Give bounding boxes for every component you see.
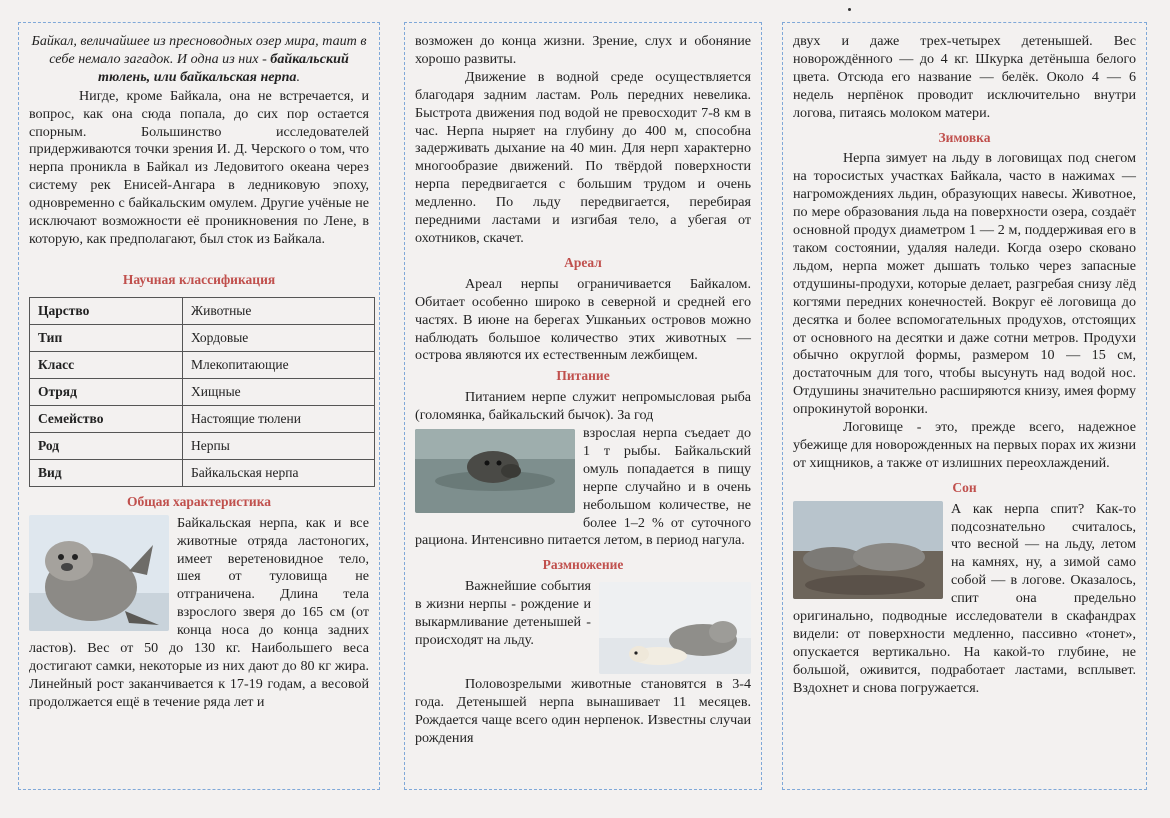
seal-on-ice-photo bbox=[29, 515, 169, 631]
classification-rank: Вид bbox=[30, 459, 183, 486]
repro-paragraph-1: Важнейшие события в жизни нерпы - рождение и выкармливание детенышей - происходят на льду. bbox=[415, 578, 591, 648]
classification-rank: Тип bbox=[30, 324, 183, 351]
winter-paragraph-2: Логовище - это, прежде всего, надежное убежище для новорожденных на первых порах их жизни от хищников, а также от излишних переохлаждений. bbox=[793, 419, 1136, 471]
rocks-illustration bbox=[793, 501, 943, 599]
food-paragraph-2: взрослая нерпа съедает до 1 т рыбы. Байкальский омуль попадается в пищу нерпе случайно и в очень небольшом количестве, не более 1–2 % от суточного рациона. Интенсивно питается летом, в период нагула. bbox=[415, 425, 751, 549]
pup-illustration bbox=[599, 582, 751, 674]
intro-text bbox=[29, 33, 369, 87]
seal-water-illustration bbox=[415, 429, 575, 513]
classification-rank: Род bbox=[30, 432, 183, 459]
classification-value: Хордовые bbox=[183, 324, 375, 351]
print-dot bbox=[848, 8, 851, 11]
classification-value: Настоящие тюлени bbox=[183, 405, 375, 432]
classification-row bbox=[30, 351, 375, 378]
intro-line: Байкал, величайшее из пресноводных озер мира, таит в себе немало загадок. И одна из них - bbox=[31, 33, 367, 67]
classification-row bbox=[30, 324, 375, 351]
winter-paragraph-1: Нерпа зимует на льду в логовищах под снегом на торосистых участках Байкала, часто в нажимах — нагромождениях льдин, образующих навесы. Животное, по мере образования льда на поверхности озера, создаёт основной продух диаметром 1 — 2 м, поддерживая его в таком состоянии, удаляя наледи. Когда озеро сковано льдом, нерпа может дышать только через запасные отдушины-продухи, которые делает, разгребая снизу лёд когтями передних конечностей. Вокруг её логовища до десятка и более вспомогательных продухов, отстоящих от основного на десятки и даже сотни метров. Продухи обычно округлой формы, размером 10 — 15 см, достаточным для того, чтобы высунуть над водой нос. Отдушины значительно расширяются книзу, имея форму опрокинутой воронки. bbox=[793, 150, 1136, 418]
panel-right bbox=[782, 22, 1147, 790]
senses-paragraph: возможен до конца жизни. Зрение, слух и обоняние хорошо развиты. bbox=[415, 33, 751, 67]
repro-heading: Размножение bbox=[542, 557, 624, 573]
repro-paragraph-2: Половозрелыми животные становятся в 3-4 года. Детенышей нерпа вынашивает 11 месяцев. Рождается чаще всего один нерпенок. Известны случаи рождения bbox=[415, 676, 751, 746]
food-heading: Питание bbox=[556, 368, 610, 384]
classification-rank: Семейство bbox=[30, 405, 183, 432]
classification-row bbox=[30, 459, 375, 486]
classification-row bbox=[30, 432, 375, 459]
winter-heading: Зимовка bbox=[938, 129, 991, 145]
classification-value: Хищные bbox=[183, 378, 375, 405]
general-paragraph: Байкальская нерпа, как и все животные отряда ластоногих, имеет веретеновидное тело, шея от туловища не отграничена. Длина тела взрослого зверя до 165 см (от конца носа до конца задних ластов). Вес от 50 до 130 кг. Наибольшего веса достигают самки, некоторые из них дают до 80 кг жира. Линейный рост заканчивается к 17-19 годам, а весовой продолжается ещё в течение ряда лет и bbox=[29, 514, 369, 710]
classification-rank: Класс bbox=[30, 351, 183, 378]
classification-rank: Царство bbox=[30, 297, 183, 324]
sleep-heading: Сон bbox=[952, 479, 977, 495]
seal-photo-illustration bbox=[29, 515, 169, 631]
food-paragraph-1: Питанием нерпе служит непромысловая рыба (голомянка, байкальский бычок). За год bbox=[415, 389, 751, 424]
intro-end: . bbox=[296, 68, 300, 85]
classification-row bbox=[30, 378, 375, 405]
classification-value: Животные bbox=[183, 297, 375, 324]
classification-row bbox=[30, 297, 375, 324]
intro-emphasis: байкальский тюлень, или байкальская нерпа bbox=[98, 50, 349, 85]
general-heading: Общая характеристика bbox=[126, 493, 272, 509]
classification-value: Нерпы bbox=[183, 432, 375, 459]
movement-paragraph: Движение в водной среде осуществляется благодаря задним ластам. Роль передних невелика. Быстрота движения под водой не превосходит 7-8 км в час. Нерпа ныряет на глубину до 400 м, способна задерживать дыхание на 40 мин. Для нерп характерно многообразие движений. По твёрдой поверхности нерпа передвигается с большим трудом и очень медленно. По льду передвигается, перебирая передними ластами и изгибая тело, а убегая от охотников, скачет. bbox=[415, 68, 751, 246]
seals-on-rocks-photo bbox=[793, 501, 943, 599]
areal-paragraph: Ареал нерпы ограничивается Байкалом. Обитает особенно широко в северной и средней его частях. В июне на берегах Ушканьих островов можно наблюдать большое количество этих животных — острова являются их естественным лежбищем. bbox=[415, 275, 751, 364]
areal-heading: Ареал bbox=[564, 254, 602, 270]
classification-table bbox=[29, 297, 375, 487]
panel-middle bbox=[404, 22, 762, 790]
classification-value: Байкальская нерпа bbox=[183, 459, 375, 486]
classification-row bbox=[30, 405, 375, 432]
classification-value: Млекопитающие bbox=[183, 351, 375, 378]
classification-heading: Научная классификация bbox=[122, 271, 276, 287]
pup-on-ice-photo bbox=[599, 582, 751, 674]
classification-rank: Отряд bbox=[30, 378, 183, 405]
sleep-paragraph: А как нерпа спит? Как-то подсознательно считалось, что весной — на льду, летом на камнях, ну, а зимой само собой — в логове. Оказалось, спит она предельно оригинально, подводные исследователи в скафандрах видели: от поверхности медленно, пассивно «тонет», опускается вертикально. На какой-то глубине, не большой, оживится, подработает ластами, всплывет. Вздохнет и снова погружается. bbox=[793, 500, 1136, 696]
pup-paragraph: двух и даже трех-четырех детенышей. Вес новорождённого — до 4 кг. Шкурка детёныша белого цвета. Отсюда его название — белёк. Около 4 — 6 недель нерпёнок проводит исключительно внутри логова, питаясь молоком матери. bbox=[793, 33, 1136, 121]
seal-in-water-photo bbox=[415, 429, 575, 513]
panel-left bbox=[18, 22, 380, 790]
origin-paragraph: Нигде, кроме Байкала, она не встречается, и вопрос, как она сюда попала, до сих пор остается спорным. Большинство исследователей придерживаются точки зрения И. Д. Черского о том, что нерпа проникла в Байкал из Ледовитого океана через систему рек Енисей-Ангара в ледниковую эпоху, одновременно с байкальским омулем. Другие учёные не исключают возможности её проникновения по Лене, в которую, как предполагают, был сток из Байкала. bbox=[29, 87, 369, 247]
